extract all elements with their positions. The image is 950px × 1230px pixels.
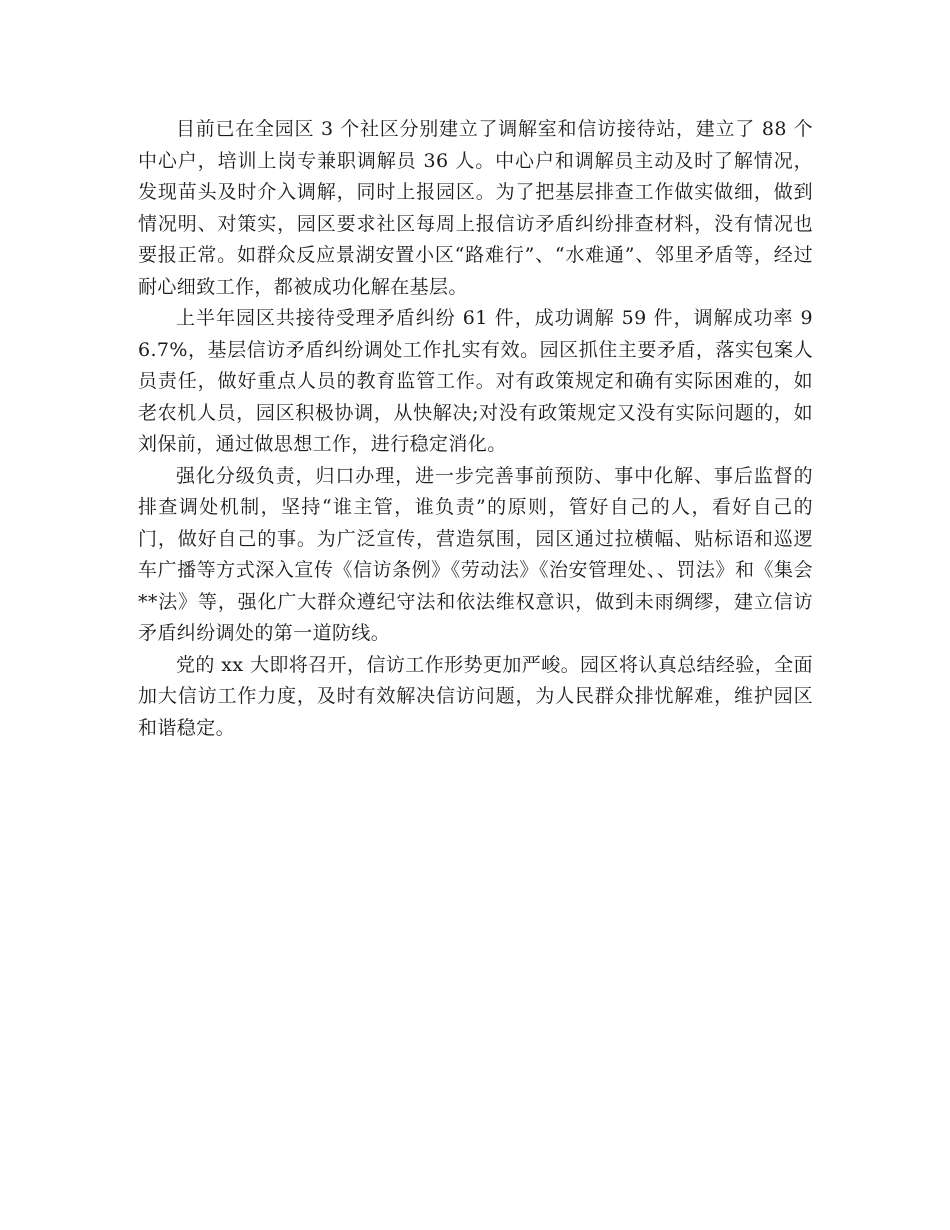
paragraph-half-year-results: 上半年园区共接待受理矛盾纠纷 61 件，成功调解 59 件，调解成功率 96.7%，基层信访矛盾纠纷调处工作扎实有效。园区抓住主要矛盾，落实包案人员责任，做好重点人员的教育监管工作。对有政策规定和确有实际困难的，如老农机人员，园区积极协调，从快解决;对没有政策规定又没有实际问题的，如刘保前，通过做思想工作，进行稳定消化。	[138, 307, 813, 455]
paragraph-mediation-network: 目前已在全园区 3 个社区分别建立了调解室和信访接待站，建立了 88 个中心户，培训上岗专兼职调解员 36 人。中心户和调解员主动及时了解情况，发现苗头及时介入调解，同时上报园区。为了把基层排查工作做实做细，做到情况明、对策实，园区要求社区每周上报信访矛盾纠纷排查材料，没有情况也要报正常。如群众反应景湖安置小区“路难行”、“水难通”、邻里矛盾等，经过耐心细致工作，都被成功化解在基层。	[138, 118, 813, 298]
paragraph-responsibility-mechanism: 强化分级负责，归口办理，进一步完善事前预防、事中化解、事后监督的排查调处机制，坚持“谁主管，谁负责”的原则，管好自己的人，看好自己的门，做好自己的事。为广泛宣传，营造氛围，园区通过拉横幅、贴标语和巡逻车广播等方式深入宣传《信访条例》《劳动法》《治安管理处、、罚法》和《集会**法》等，强化广大群众遵纪守法和依法维权意识，做到未雨绸缪，建立信访矛盾纠纷调处的第一道防线。	[138, 464, 813, 644]
document-body	[138, 114, 813, 744]
paragraph-outlook: 党的 xx 大即将召开，信访工作形势更加严峻。园区将认真总结经验，全面加大信访工作力度，及时有效解决信访问题，为人民群众排忧解难，维护园区和谐稳定。	[138, 653, 813, 739]
